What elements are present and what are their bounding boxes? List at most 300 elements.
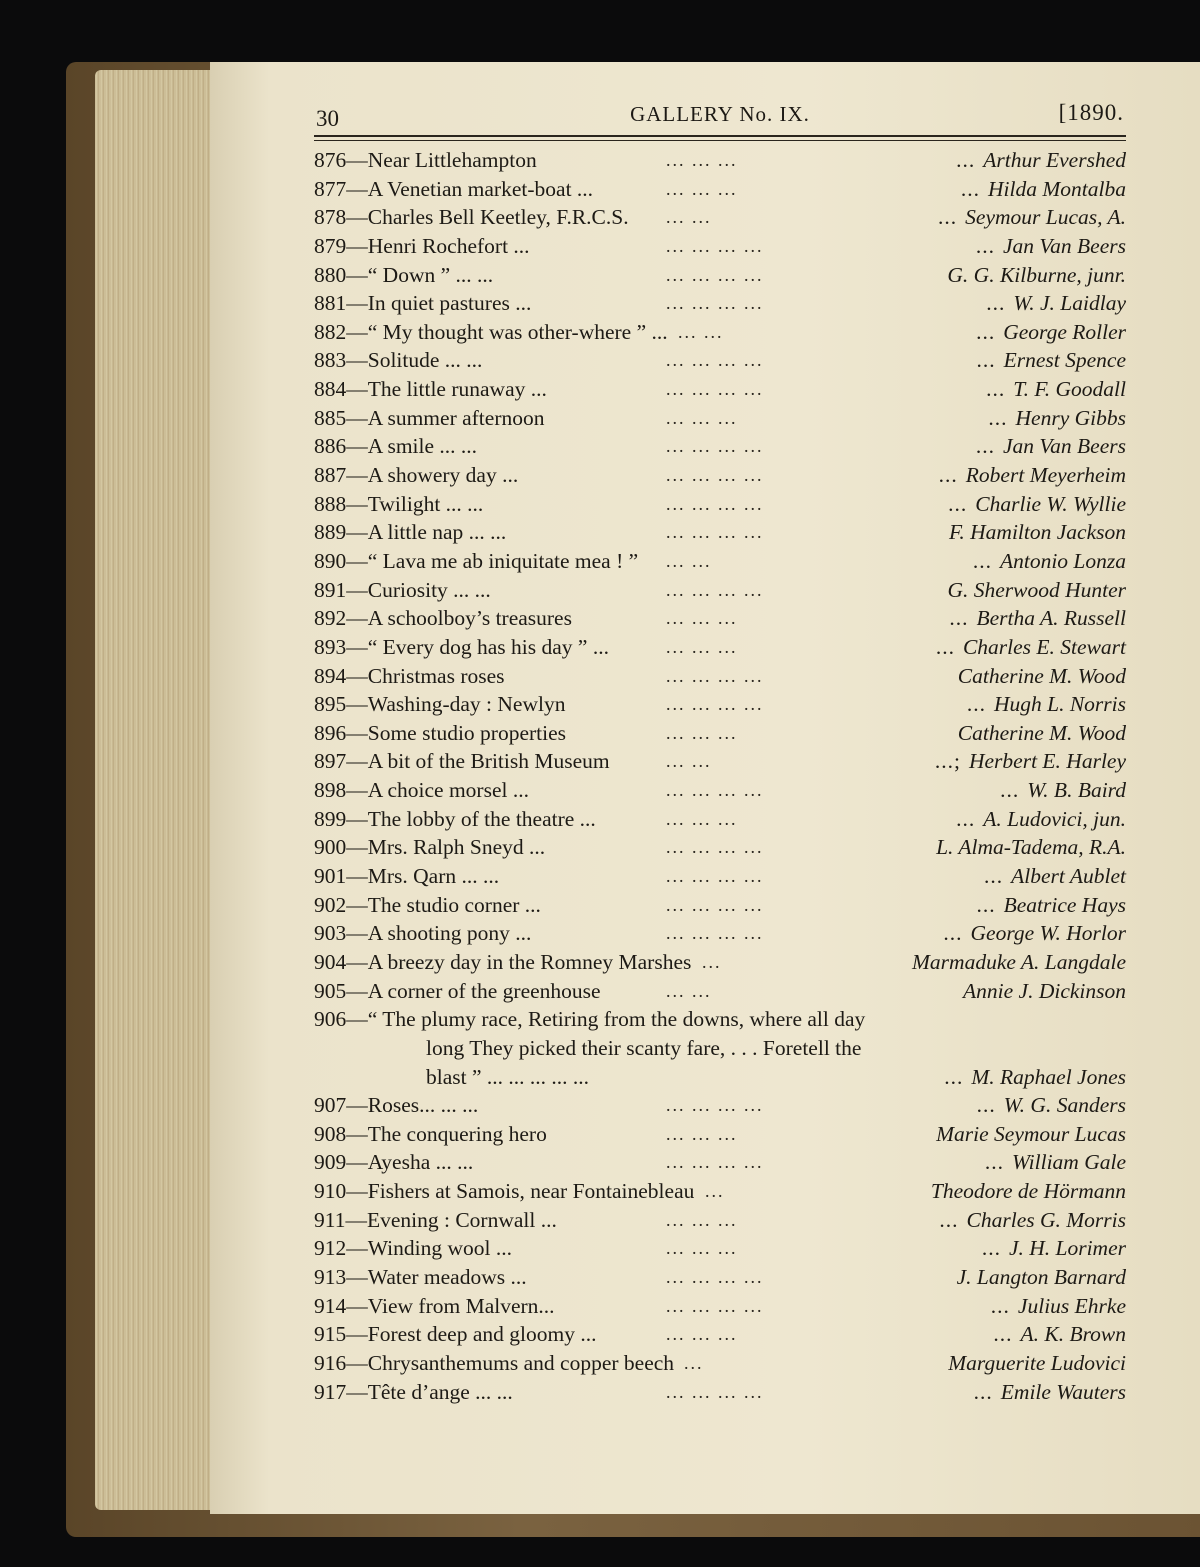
entry-artist-name: Charles E. Stewart: [962, 634, 1126, 659]
entry-dash: —: [346, 720, 368, 745]
entry-artist: [948, 490, 1126, 519]
entry-artist-name: Emile Wauters: [1000, 1379, 1126, 1404]
entry-number: 903: [314, 921, 347, 946]
entry-artist-name: Charles G. Morris: [966, 1207, 1126, 1232]
entry-artist-name: Marie Seymour Lucas: [936, 1121, 1126, 1146]
entry-number: 888: [314, 491, 347, 516]
page-number: 30: [316, 106, 339, 131]
entry-891: [314, 576, 1128, 605]
header-rule: [314, 135, 1126, 137]
entry-888: [314, 490, 1128, 519]
entry-dash: —: [346, 749, 368, 774]
entry-dash: —: [346, 1350, 368, 1375]
entry-lead-dots: ...: [1000, 778, 1020, 803]
entry-876: [314, 146, 1128, 175]
entry-899: [314, 805, 1128, 834]
entry-artist: [976, 232, 1126, 261]
entry-number: 909: [314, 1150, 347, 1175]
entry-893: [314, 633, 1128, 662]
entry-number: 890: [314, 548, 347, 573]
entry-artist-name: W. J. Laidlay: [1013, 291, 1126, 316]
entry-890: [314, 547, 1128, 576]
entry-number: 907: [314, 1093, 347, 1118]
entry-number: 912: [314, 1236, 347, 1261]
entry-leader-dots: ... ... ... ...: [666, 1266, 764, 1287]
entry-artist: [949, 604, 1126, 633]
entry-dash: —: [346, 835, 368, 860]
entry-leader-dots: ... ...: [666, 207, 712, 228]
entry-leader-dots: ... ... ... ...: [666, 235, 764, 256]
entry-title: Winding wool ...: [367, 1236, 513, 1261]
entry-artist: [936, 633, 1126, 662]
entry-906-line-3: [314, 1063, 1128, 1092]
entry-number: 913: [314, 1264, 347, 1289]
entry-title: Twilight ... ...: [367, 491, 484, 516]
entry-number: 914: [314, 1293, 347, 1318]
entry-artist-name: Bertha A. Russell: [976, 606, 1126, 631]
entry-dash: —: [346, 1379, 368, 1404]
entry-lead-dots: ...: [944, 1064, 964, 1089]
entry-914: [314, 1292, 1128, 1321]
entry-lead-dots: ...: [975, 434, 995, 459]
entry-901: [314, 862, 1128, 891]
entry-artist-name: Robert Meyerheim: [965, 463, 1126, 488]
entry-leader-dots: ... ... ... ...: [666, 837, 764, 858]
entry-lead-dots: ...: [966, 692, 986, 717]
entry-903: [314, 919, 1128, 948]
entry-lead-dots: ...: [976, 348, 996, 373]
entry-dash: —: [346, 548, 368, 573]
entry-title: Curiosity ... ...: [367, 577, 491, 602]
entry-lead-dots: ...: [984, 1150, 1004, 1175]
entry-lead-dots: ...: [981, 1236, 1001, 1261]
header-rule-thin: [314, 140, 1126, 141]
entry-leader-dots: ...: [705, 1181, 725, 1202]
entry-number: 887: [314, 463, 347, 488]
entry-885: [314, 404, 1128, 433]
entry-leader-dots: ... ... ... ...: [666, 866, 764, 887]
entry-artist-name: George W. Horlor: [970, 921, 1126, 946]
entry-number: 916: [314, 1350, 347, 1375]
entry-number: 910: [314, 1179, 347, 1204]
entry-artist: [976, 891, 1126, 920]
entry-artist-name: Antonio Lonza: [999, 548, 1126, 573]
entry-number: 892: [314, 606, 347, 631]
entry-lead-dots: ...: [956, 806, 976, 831]
entry-title: A little nap ... ...: [367, 520, 507, 545]
entry-889: [314, 518, 1128, 547]
entry-title: “ Every dog has his day ” ...: [367, 634, 609, 659]
entry-leader-dots: ... ... ... ...: [666, 780, 764, 801]
entry-title: Water meadows ...: [367, 1264, 527, 1289]
entry-leader-dots: ... ... ... ...: [666, 665, 764, 686]
entry-dash: —: [346, 663, 368, 688]
entry-number: 908: [314, 1121, 347, 1146]
entry-leader-dots: ... ... ... ...: [666, 1381, 764, 1402]
entry-dash: —: [346, 1264, 368, 1289]
entry-dash: —: [346, 434, 368, 459]
entry-dash: —: [346, 148, 368, 172]
entry-artist-name: Ernest Spence: [1003, 348, 1126, 373]
entry-title: In quiet pastures ...: [367, 291, 532, 316]
entry-title: View from Malvern...: [367, 1293, 555, 1318]
entry-leader-dots: ...: [684, 1352, 704, 1373]
entry-title: Mrs. Qarn ... ...: [367, 864, 500, 889]
entry-leader-dots: ... ...: [666, 751, 712, 772]
entry-artist-name: G. G. Kilburne, junr.: [947, 262, 1126, 287]
entry-artist-name: L. Alma-Tadema, R.A.: [936, 835, 1126, 860]
entry-number: 896: [314, 720, 347, 745]
entry-leader-dots: ... ... ... ...: [666, 1095, 764, 1116]
entry-artist: [955, 977, 1126, 1006]
entry-title: Fishers at Samois, near Fontainebleau: [367, 1179, 695, 1204]
entry-leader-dots: ... ... ...: [666, 407, 738, 428]
entry-artist-name: Catherine M. Wood: [957, 720, 1126, 745]
entry-dash: —: [346, 1179, 368, 1204]
entry-artist: [944, 1063, 1126, 1092]
entry-artist-name: A. Ludovici, jun.: [983, 806, 1126, 831]
entry-artist: [956, 805, 1126, 834]
entry-artist-name: Albert Aublet: [1011, 864, 1126, 889]
entry-title-line-1: “ The plumy race, Retiring from the downs, where all day: [367, 1007, 866, 1032]
entry-dash: —: [346, 205, 368, 230]
entry-dash: —: [346, 778, 368, 803]
entry-dash: —: [346, 978, 368, 1003]
entry-leader-dots: ... ... ...: [666, 1123, 738, 1144]
entry-title: “ My thought was other-where ” ...: [367, 319, 668, 344]
entry-title: Some studio properties: [367, 720, 567, 745]
entry-lead-dots: ...: [984, 864, 1004, 889]
entry-artist: [939, 576, 1126, 605]
entry-leader-dots: ... ... ... ...: [666, 894, 764, 915]
entry-artist: [938, 203, 1126, 232]
catalogue-list: [314, 146, 1128, 1406]
entry-title: A choice morsel ...: [367, 778, 529, 803]
entry-artist: [939, 261, 1126, 290]
entry-artist: [973, 547, 1126, 576]
entry-artist-name: G. Sherwood Hunter: [947, 577, 1126, 602]
entry-artist: [950, 662, 1126, 691]
entry-artist-name: Jan Van Beers: [1003, 233, 1126, 258]
entry-905: [314, 977, 1128, 1006]
entry-dash: —: [346, 949, 368, 974]
entry-number: 899: [314, 806, 347, 831]
entry-dash: —: [346, 606, 368, 631]
entry-artist-name: Theodore de Hörmann: [930, 1179, 1126, 1204]
entry-dash: —: [346, 1322, 368, 1347]
entry-904: [314, 948, 1128, 977]
entry-lead-dots: ...: [986, 377, 1006, 402]
entry-number: 906: [314, 1007, 347, 1032]
entry-dash: —: [346, 520, 368, 545]
entry-lead-dots: ...: [935, 634, 955, 659]
entry-leader-dots: ... ... ...: [666, 608, 738, 629]
entry-leader-dots: ... ... ... ...: [666, 493, 764, 514]
entry-artist-name: Henry Gibbs: [1015, 405, 1126, 430]
entry-881: [314, 289, 1128, 318]
entry-number: 885: [314, 405, 347, 430]
entry-lead-dots: ...: [948, 491, 968, 516]
entry-906-line-1: [314, 1005, 1128, 1034]
entry-artist: [935, 747, 1126, 776]
entry-artist-name: Marmaduke A. Langdale: [912, 949, 1126, 974]
entry-number: 893: [314, 634, 347, 659]
entry-902: [314, 891, 1128, 920]
entry-artist-name: Herbert E. Harley: [968, 749, 1126, 774]
entry-artist: [1000, 776, 1126, 805]
entry-artist-name: J. H. Lorimer: [1008, 1236, 1126, 1261]
entry-dash: —: [346, 233, 368, 258]
entry-artist: [940, 1349, 1126, 1378]
entry-artist: [993, 1320, 1126, 1349]
entry-dash: —: [346, 262, 368, 287]
entry-artist: [943, 919, 1126, 948]
entry-artist-name: Beatrice Hays: [1003, 892, 1126, 917]
entries-group-a: [314, 146, 1128, 1005]
entry-artist: [949, 1263, 1126, 1292]
entry-dash: —: [346, 319, 368, 344]
entry-dash: —: [346, 921, 368, 946]
entry-lead-dots: ...: [943, 921, 963, 946]
entry-lead-dots: ...;: [934, 749, 961, 774]
entry-dash: —: [346, 491, 368, 516]
entry-artist: [967, 690, 1126, 719]
entry-dash: —: [346, 1236, 368, 1261]
entry-leader-dots: ... ... ...: [666, 150, 738, 170]
entry-artist: [928, 1120, 1126, 1149]
entry-dash: —: [346, 1293, 368, 1318]
entry-title: A showery day ...: [367, 463, 519, 488]
entry-title: Near Littlehampton: [367, 148, 537, 172]
entry-title: Ayesha ... ...: [367, 1150, 474, 1175]
entry-number: 884: [314, 377, 347, 402]
entry-number: 880: [314, 262, 347, 287]
entry-artist: [976, 318, 1126, 347]
entry-number: 883: [314, 348, 347, 373]
entry-title: Solitude ... ...: [367, 348, 483, 373]
entry-lead-dots: ...: [960, 176, 981, 201]
entry-dash: —: [345, 1207, 367, 1232]
entry-artist: [939, 461, 1126, 490]
entry-lead-dots: ...: [976, 892, 996, 917]
entry-leader-dots: ... ...: [666, 550, 712, 571]
entry-dash: —: [346, 692, 368, 717]
entry-number: 886: [314, 434, 347, 459]
entry-leader-dots: ... ... ... ...: [666, 350, 764, 371]
entry-883: [314, 346, 1128, 375]
entry-leader-dots: ... ...: [666, 980, 712, 1001]
entry-artist-name: Jan Van Beers: [1003, 434, 1126, 459]
entry-artist: [988, 404, 1126, 433]
entry-897: [314, 747, 1128, 776]
entry-number: 878: [314, 205, 347, 230]
page-header: [316, 98, 1124, 134]
entries-group-b: [314, 1091, 1128, 1406]
entry-title: Henri Rochefort ...: [367, 233, 530, 258]
entry-title: “ Lava me ab iniquitate mea ! ”: [367, 548, 639, 573]
entry-artist: [976, 432, 1126, 461]
entry-913: [314, 1263, 1128, 1292]
entry-892: [314, 604, 1128, 633]
entry-911: [314, 1206, 1128, 1235]
entry-title: Forest deep and gloomy ...: [367, 1322, 597, 1347]
entry-lead-dots: ...: [988, 405, 1008, 430]
entry-number: 905: [314, 978, 347, 1003]
entry-artist: [950, 719, 1126, 748]
entry-number: 889: [314, 520, 347, 545]
entry-number: 898: [314, 778, 347, 803]
entry-artist-name: W. B. Baird: [1027, 778, 1126, 803]
entry-leader-dots: ... ... ... ...: [666, 293, 764, 314]
entry-dash: —: [346, 463, 368, 488]
entry-lead-dots: ...: [938, 463, 958, 488]
entry-907: [314, 1091, 1128, 1120]
entry-916: [314, 1349, 1128, 1378]
entry-leader-dots: ... ... ... ...: [666, 436, 764, 457]
entry-898: [314, 776, 1128, 805]
entry-artist-name: Annie J. Dickinson: [963, 978, 1126, 1003]
entry-dash: —: [346, 864, 368, 889]
entry-title: A corner of the greenhouse: [367, 978, 601, 1003]
entry-leader-dots: ... ... ... ...: [666, 379, 764, 400]
entry-dash: —: [346, 577, 368, 602]
entry-leader-dots: ... ... ...: [666, 1324, 738, 1345]
entry-number: 901: [314, 864, 347, 889]
entry-title: Washing-day : Newlyn: [367, 692, 566, 717]
entry-title: A breezy day in the Romney Marshes: [367, 949, 692, 974]
entry-title: A bit of the British Museum: [367, 749, 610, 774]
entry-lead-dots: ...: [976, 319, 996, 344]
page-year: [1890.: [1058, 100, 1124, 125]
entry-artist-name: Arthur Evershed: [983, 148, 1126, 172]
entry-artist-name: W. G. Sanders: [1003, 1093, 1126, 1118]
entry-910: [314, 1177, 1128, 1206]
entry-leader-dots: ... ... ...: [666, 722, 738, 743]
entry-title: Mrs. Ralph Sneyd ...: [367, 835, 546, 860]
entry-artist: [974, 1378, 1126, 1407]
entry-number: 894: [314, 663, 347, 688]
entry-906-line-2: [314, 1034, 1128, 1063]
entry-leader-dots: ... ... ... ...: [666, 923, 764, 944]
entry-artist: [956, 146, 1126, 175]
entry-number: 879: [314, 233, 347, 258]
entry-artist: [923, 1177, 1126, 1206]
entry-title: Chrysanthemums and copper beech: [367, 1350, 675, 1375]
entry-dash: —: [346, 1007, 368, 1032]
entry-title: The lobby of the theatre ...: [367, 806, 596, 831]
entry-number: 917: [314, 1379, 347, 1404]
entry-artist-name: Hilda Montalba: [988, 176, 1126, 201]
entry-artist-name: William Gale: [1011, 1150, 1126, 1175]
entry-886: [314, 432, 1128, 461]
entry-artist: [985, 1148, 1126, 1177]
entry-lead-dots: ...: [938, 205, 958, 230]
entry-leader-dots: ... ... ...: [666, 178, 738, 199]
entry-leader-dots: ...: [702, 951, 722, 972]
entry-leader-dots: ... ... ...: [666, 636, 738, 657]
entry-artist-name: George Roller: [1003, 319, 1126, 344]
entry-912: [314, 1234, 1128, 1263]
entry-lead-dots: ...: [949, 606, 969, 631]
entry-leader-dots: ... ... ...: [666, 808, 738, 829]
entry-number: 882: [314, 319, 347, 344]
entry-artist: [904, 948, 1126, 977]
entry-908: [314, 1120, 1128, 1149]
entry-number: 877: [314, 176, 347, 201]
entry-lead-dots: ...: [972, 548, 992, 573]
entry-title: Roses... ... ...: [367, 1093, 479, 1118]
entry-artist-name: F. Hamilton Jackson: [949, 520, 1126, 545]
entry-leader-dots: ... ... ...: [666, 1238, 738, 1259]
entry-877: [314, 175, 1128, 204]
entry-896: [314, 719, 1128, 748]
entry-dash: —: [346, 176, 368, 201]
entry-leader-dots: ... ... ... ...: [666, 1152, 764, 1173]
entry-artist-name: T. F. Goodall: [1013, 377, 1126, 402]
entry-dash: —: [346, 348, 368, 373]
entry-887: [314, 461, 1128, 490]
entry-number: 915: [314, 1322, 347, 1347]
entry-lead-dots: ...: [939, 1207, 959, 1232]
entry-title: Christmas roses: [367, 663, 505, 688]
entry-number: 895: [314, 692, 347, 717]
entry-lead-dots: ...: [973, 1379, 993, 1404]
entry-title: Evening : Cornwall ...: [366, 1207, 557, 1232]
entry-number: 891: [314, 577, 347, 602]
entry-leader-dots: ... ... ... ...: [666, 522, 764, 543]
entry-lead-dots: ...: [975, 233, 995, 258]
entry-title: The little runaway ...: [367, 377, 547, 402]
entry-leader-dots: ... ...: [678, 321, 724, 342]
entry-artist: [982, 1234, 1126, 1263]
entry-dash: —: [346, 1150, 368, 1175]
entry-915: [314, 1320, 1128, 1349]
entry-artist: [986, 375, 1126, 404]
entry-882: [314, 318, 1128, 347]
entry-title: A schoolboy’s treasures: [367, 606, 572, 631]
entry-number: 881: [314, 291, 347, 316]
entry-lead-dots: ...: [976, 1093, 996, 1118]
entry-artist: [928, 833, 1126, 862]
entry-909: [314, 1148, 1128, 1177]
entry-title-line-3: blast ” ... ... ... ... ...: [426, 1064, 590, 1089]
page-title: GALLERY No. IX.: [630, 102, 810, 126]
entry-leader-dots: ... ... ... ...: [666, 264, 764, 285]
entry-leader-dots: ... ... ... ...: [666, 465, 764, 486]
entry-artist-name: Seymour Lucas, A.: [965, 205, 1126, 230]
entry-900: [314, 833, 1128, 862]
entry-title: Charles Bell Keetley, F.R.C.S.: [367, 205, 629, 230]
entry-title: A summer afternoon: [367, 405, 545, 430]
entry-number: 904: [314, 949, 347, 974]
entry-title-line-2: long They picked their scanty fare, . . . Foretell the: [426, 1035, 862, 1060]
entry-906: [314, 1005, 1128, 1091]
entry-dash: —: [346, 291, 368, 316]
entry-leader-dots: ... ... ... ...: [666, 1295, 764, 1316]
entry-title: The conquering hero: [367, 1121, 547, 1146]
entry-dash: —: [346, 806, 368, 831]
entry-dash: —: [346, 1121, 368, 1146]
entry-917: [314, 1378, 1128, 1407]
entry-artist: [977, 1091, 1126, 1120]
entry-dash: —: [346, 892, 368, 917]
entry-leader-dots: ... ... ... ...: [666, 694, 764, 715]
entry-artist: [939, 1206, 1126, 1235]
entry-dash: —: [346, 1093, 368, 1118]
entry-artist: [941, 518, 1126, 547]
entry-number: 911: [314, 1207, 346, 1232]
entry-artist: [976, 346, 1126, 375]
